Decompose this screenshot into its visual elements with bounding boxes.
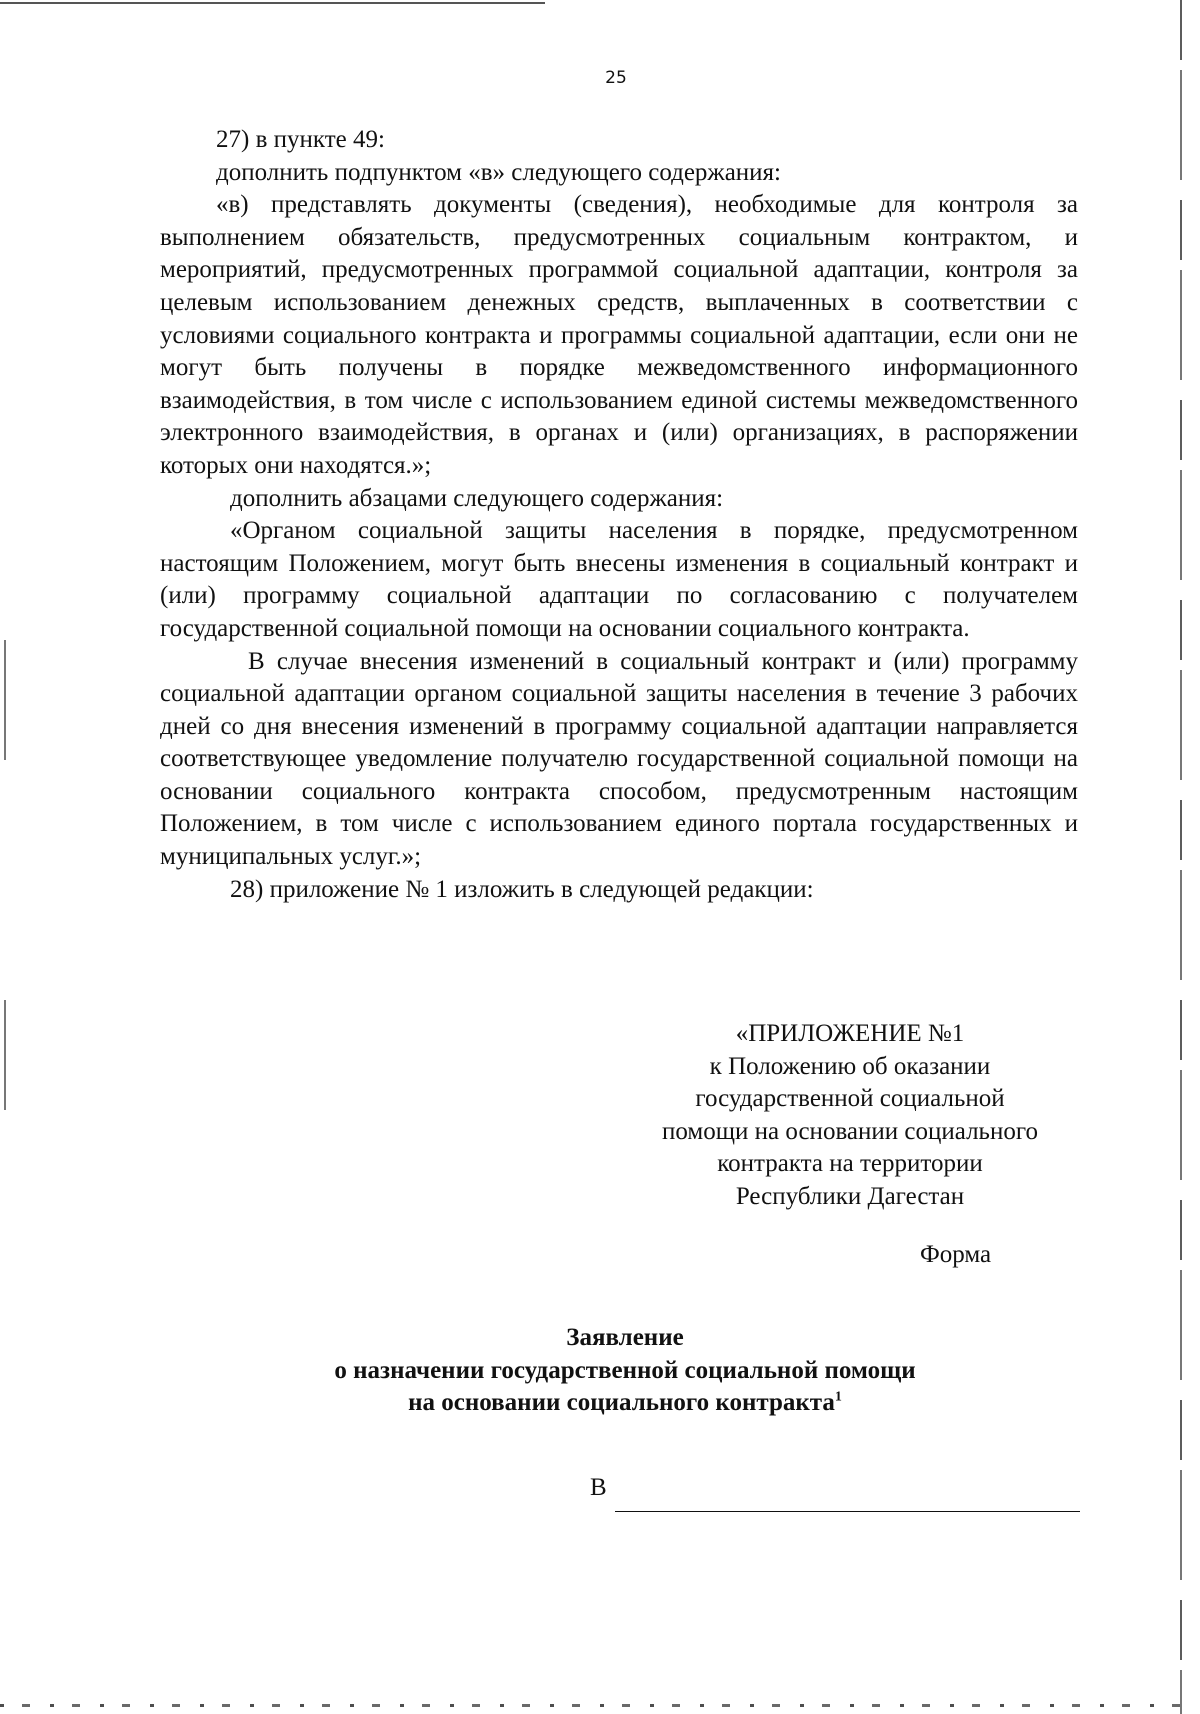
appendix-line: помощи на основании социального: [662, 1117, 1038, 1145]
appendix-heading: [630, 1018, 1070, 1213]
addressee-field[interactable]: [615, 1511, 1080, 1512]
footnote-mark: 1: [834, 1389, 842, 1405]
page-number: 25: [605, 68, 627, 88]
paragraph-add-paragraphs: дополнить абзацами следующего содержания:: [230, 484, 724, 512]
addressee-prefix: В: [590, 1474, 607, 1501]
appendix-line: Республики Дагестан: [735, 1182, 965, 1210]
paragraph-notification: В случае внесения изменений в социальный контракт и (или) программу социальной адаптации органом социальной защиты населения в течение 3 рабочих дней со дня внесения изменений в программу социальной адаптации направляется соответствующее уведомление получателю государственной социальной помощи на основании социального контракта способом, предусмотренным настоящим Положением, в том числе с использованием единого портала государственных и муниципальных услуг.»;: [160, 647, 1078, 871]
paragraph-changes-contract: «Органом социальной защиты населения в порядке, предусмотренном настоящим Положением, могут быть внесены изменения в социальный контракт и (или) программу социальной адаптации по согласованию с получателем государственной социальной помощи на основании социального контракта.: [160, 517, 1078, 642]
scan-artifact-bottom: [0, 1704, 1200, 1707]
body-text: [160, 124, 1078, 906]
statement-title: [260, 1322, 990, 1420]
scan-artifact-left-2: [4, 1000, 6, 1110]
scan-artifact-top: [0, 2, 545, 4]
appendix-line: к Положению об оказании: [709, 1052, 991, 1080]
statement-title-word: Заявление: [566, 1324, 684, 1351]
statement-title-line2: о назначении государственной социальной помощи: [334, 1356, 916, 1384]
scan-artifact-left: [4, 640, 6, 760]
scan-artifact-right: [1180, 0, 1182, 1714]
appendix-title: «ПРИЛОЖЕНИЕ №1: [735, 1020, 965, 1047]
appendix-line: государственной социальной: [695, 1085, 1005, 1112]
paragraph-item-28: 28) приложение № 1 изложить в следующей редакции:: [230, 875, 814, 903]
appendix-line: контракта на территории: [717, 1150, 983, 1177]
paragraph-subitem-v: «в) представлять документы (сведения), необходимые для контроля за выполнением обязательств, предусмотренных социальным контрактом, и мероприятий, предусмотренных программой социальной адаптации, контроля за целевым использованием денежных средств, выплаченных в соответствии с условиями социального контракта и программы социальной адаптации, если они не могут быть получены в порядке межведомственного информационного взаимодействия, в том числе с использованием единой системы межведомственного электронного взаимодействия, в органах и (или) организациях, в распоряжении которых они находятся.»;: [160, 191, 1078, 479]
form-label: Форма: [920, 1241, 992, 1268]
paragraph-item-27: 27) в пункте 49:: [216, 126, 385, 153]
statement-title-line3-text: на основании социального контракта: [408, 1389, 835, 1416]
statement-title-line3: [260, 1387, 990, 1420]
paragraph-add-subitem: дополнить подпунктом «в» следующего содержания:: [216, 158, 782, 186]
addressee-row: [590, 1472, 1090, 1512]
